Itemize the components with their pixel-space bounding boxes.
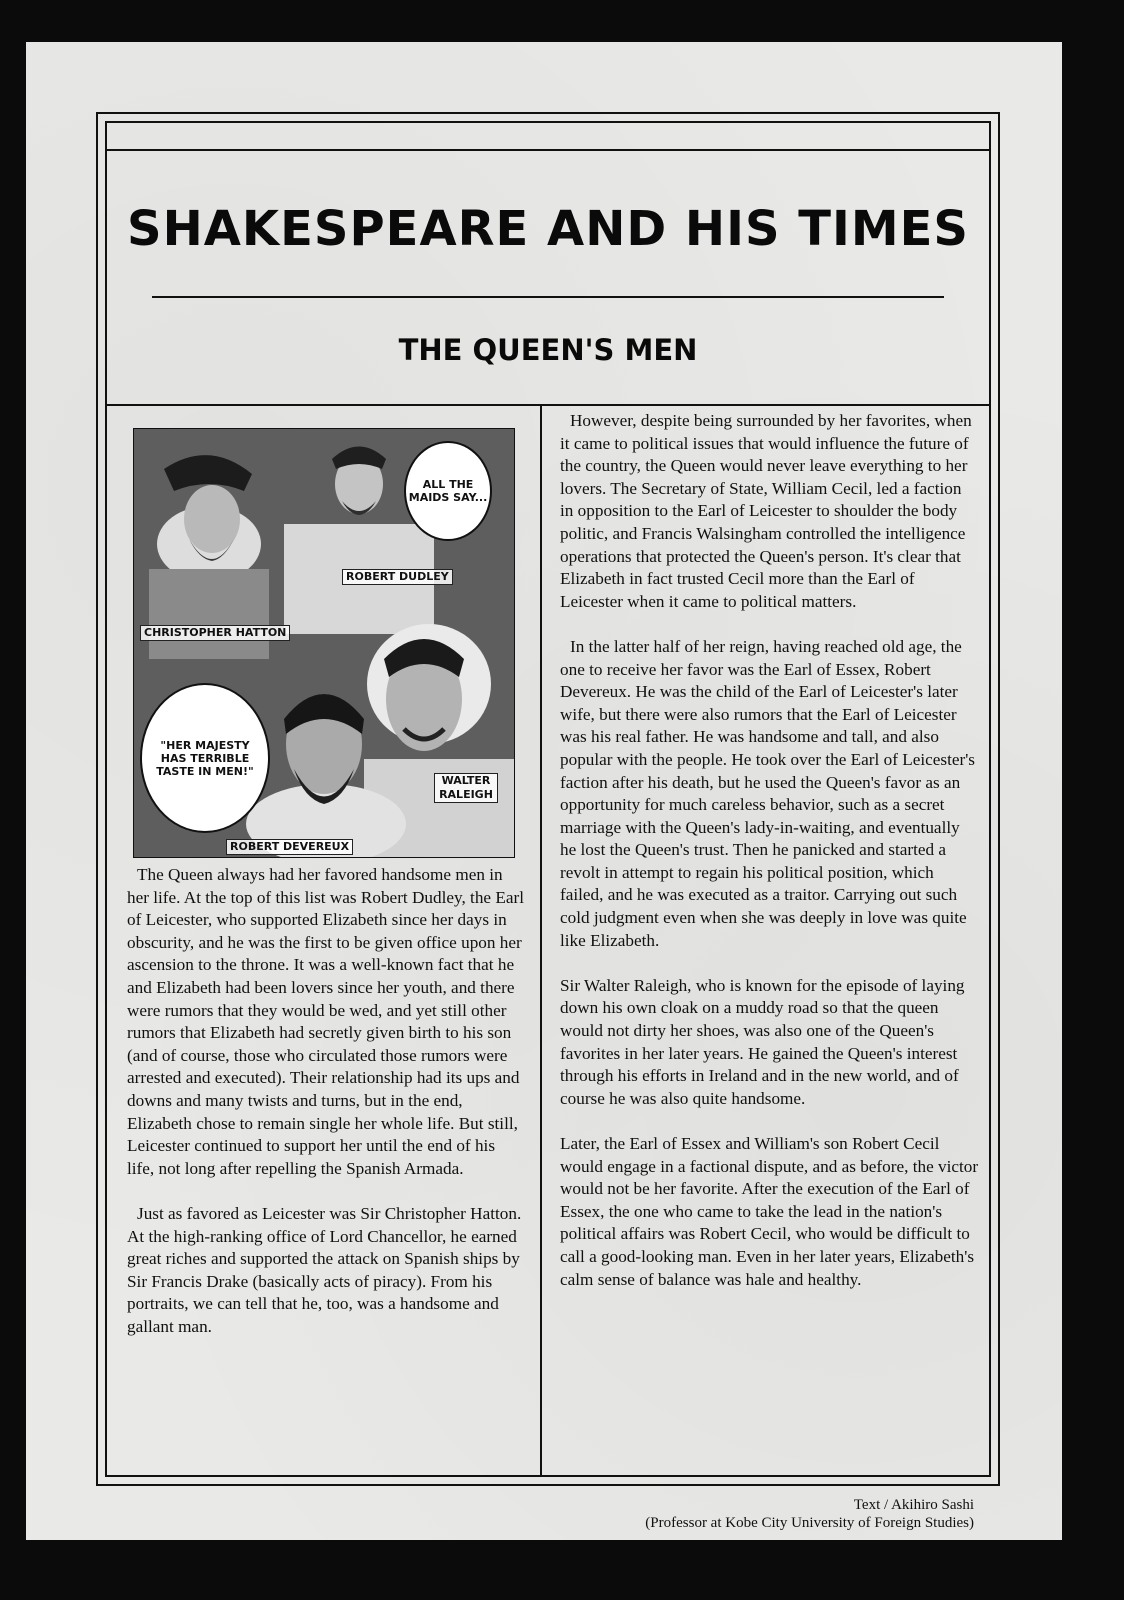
speech-bubble-left: "HER MAJESTY HAS TERRIBLE TASTE IN MEN!" <box>140 683 270 833</box>
speech-bubble-top: ALL THE MAIDS SAY... <box>404 441 492 541</box>
top-band <box>107 123 989 151</box>
portrait-collage <box>133 428 515 858</box>
body-paragraph: However, despite being surrounded by her favorites, when it came to political issues that would influence the future of the country, the Queen would never leave everything to her lovers. The Secretary of State, William Cecil, led a faction in opposition to the Earl of Leicester to shoulder the body politic, and Francis Walsingham controlled the intelligence operations that protected the Queen's person. It's clear that Elizabeth in fact trusted Cecil more than the Earl of Leicester when it came to political matters. <box>560 411 972 611</box>
label-christopher-hatton: CHRISTOPHER HATTON <box>140 625 290 641</box>
page-sheet <box>26 42 1062 1540</box>
page-title: SHAKESPEARE AND HIS TIMES <box>127 201 969 257</box>
author-credit <box>645 1496 974 1532</box>
credit-author: Text / Akihiro Sashi <box>853 1497 974 1513</box>
body-paragraph: In the latter half of her reign, having reached old age, the one to receive her favor was the Earl of Essex, Robert Devereux. He was the child of the Earl of Leicester's later wife, but there were also rumors that the Earl of Leicester was his real father. He was handsome and tall, and also popular with the people. He took over the Earl of Leicester's faction after his death, but he used the Queen's favor as an opportunity for much careless behavior, such as a secret marriage with the Queen's lady-in-waiting, and eventually he lost the Queen's trust. Then he panicked and started a revolt in attempt to regain his political position, which failed, and he was executed as a traitor. Carrying out such cold judgment even when she was deeply in love was quite like Elizabeth. <box>560 636 975 950</box>
body-paragraph: The Queen always had her favored handsome men in her life. At the top of this list was Robert Dudley, the Earl of Leicester, who supported Elizabeth since her days in obscurity, and he was the first to be given office upon her ascension to the throne. It was a well-known fact that he and Elizabeth had been lovers since her youth, and there were rumors that they would be wed, and yet still other rumors that Elizabeth had secretly given birth to his son (and of course, those who circulated those rumors were arrested and executed). Their relationship had its ups and downs and many twists and turns, but in the end, Elizabeth chose to remain single her whole life. But still, Leicester continued to support her until the end of his life, not long after repelling the Spanish Armada. <box>127 865 524 1178</box>
credit-affiliation: (Professor at Kobe City University of Foreign Studies) <box>645 1515 974 1531</box>
left-column <box>107 406 540 1475</box>
label-robert-devereux: ROBERT DEVEREUX <box>226 839 353 855</box>
body-paragraph: Sir Walter Raleigh, who is known for the episode of laying down his own cloak on a muddy road so that the queen would not dirty her shoes, was also one of the Queen's favorites in her later years. He gained the Queen's interest through his efforts in Ireland and in the new world, and of course he was also quite handsome. <box>560 975 965 1108</box>
section-subtitle: THE QUEEN'S MEN <box>398 333 698 367</box>
body-paragraph: Later, the Earl of Essex and William's son Robert Cecil would engage in a factional dispute, and as before, the victor would not be her favorite. After the execution of the Earl of Essex, the one who came to take the lead in the nation's political affairs was Robert Cecil, who would be difficult to call a good-looking man. Even in her later years, Elizabeth's calm sense of balance was hale and healthy. <box>560 1134 979 1289</box>
body-paragraph: Just as favored as Leicester was Sir Christopher Hatton. At the high-ranking office of Lord Chancellor, he earned great riches and supported the attack on Spanish ships by Sir Francis Drake (basically acts of piracy). From his portraits, we can tell that he, too, was a handsome and gallant man. <box>127 1203 522 1336</box>
header <box>107 151 989 406</box>
inner-frame <box>105 121 991 1477</box>
title-divider <box>152 296 944 298</box>
label-walter-raleigh: WALTER RALEIGH <box>434 773 498 803</box>
right-column <box>542 406 989 1475</box>
label-robert-dudley: ROBERT DUDLEY <box>342 569 453 585</box>
outer-frame <box>96 112 1000 1486</box>
